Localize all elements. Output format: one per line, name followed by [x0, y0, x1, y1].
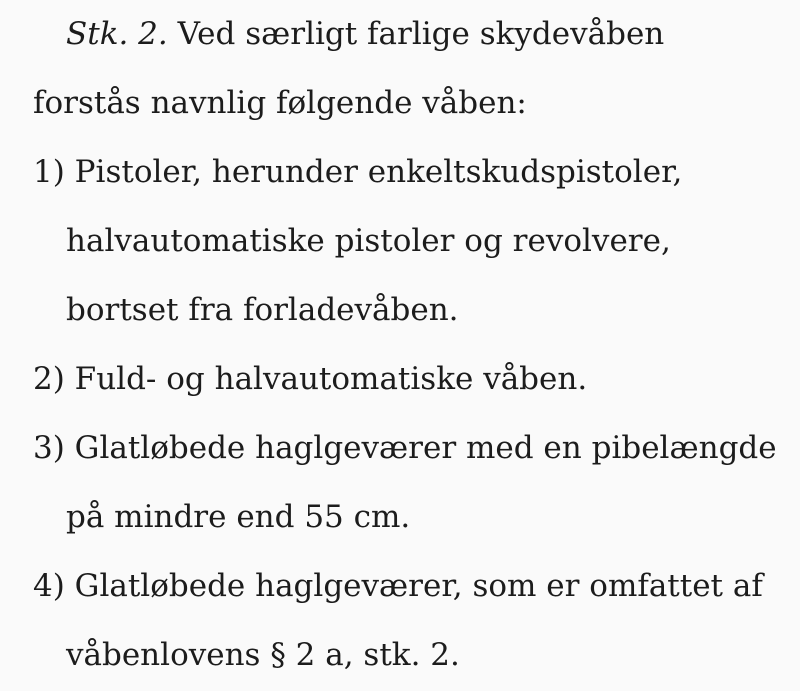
item-number: 3) — [33, 430, 65, 466]
item-text: Glatløbede haglgeværer med en pibelængde på mindre end 55 cm. — [64, 430, 777, 535]
section-paragraph — [33, 0, 780, 138]
item-text: Pistoler, herunder enkeltskudspistoler, halvautomatiske pistoler og revolvere, bortset fra forladevåben. — [64, 154, 683, 328]
item-text: Fuld- og halvautomatiske våben. — [64, 361, 588, 397]
item-number: 1) — [33, 154, 65, 190]
list-item — [33, 138, 780, 345]
list-item — [33, 552, 780, 690]
section-label: Stk. 2. — [66, 16, 168, 52]
list-item — [33, 345, 780, 414]
item-text: Glatløbede haglgeværer, som er omfattet af våbenlovens § 2 a, stk. 2. — [64, 568, 763, 673]
item-number: 4) — [33, 568, 65, 604]
item-number: 2) — [33, 361, 65, 397]
list-item — [33, 414, 780, 552]
section-intro: Ved særligt farlige skydevåben forstås navnlig følgende våben: — [33, 16, 665, 121]
item-list — [33, 138, 780, 690]
